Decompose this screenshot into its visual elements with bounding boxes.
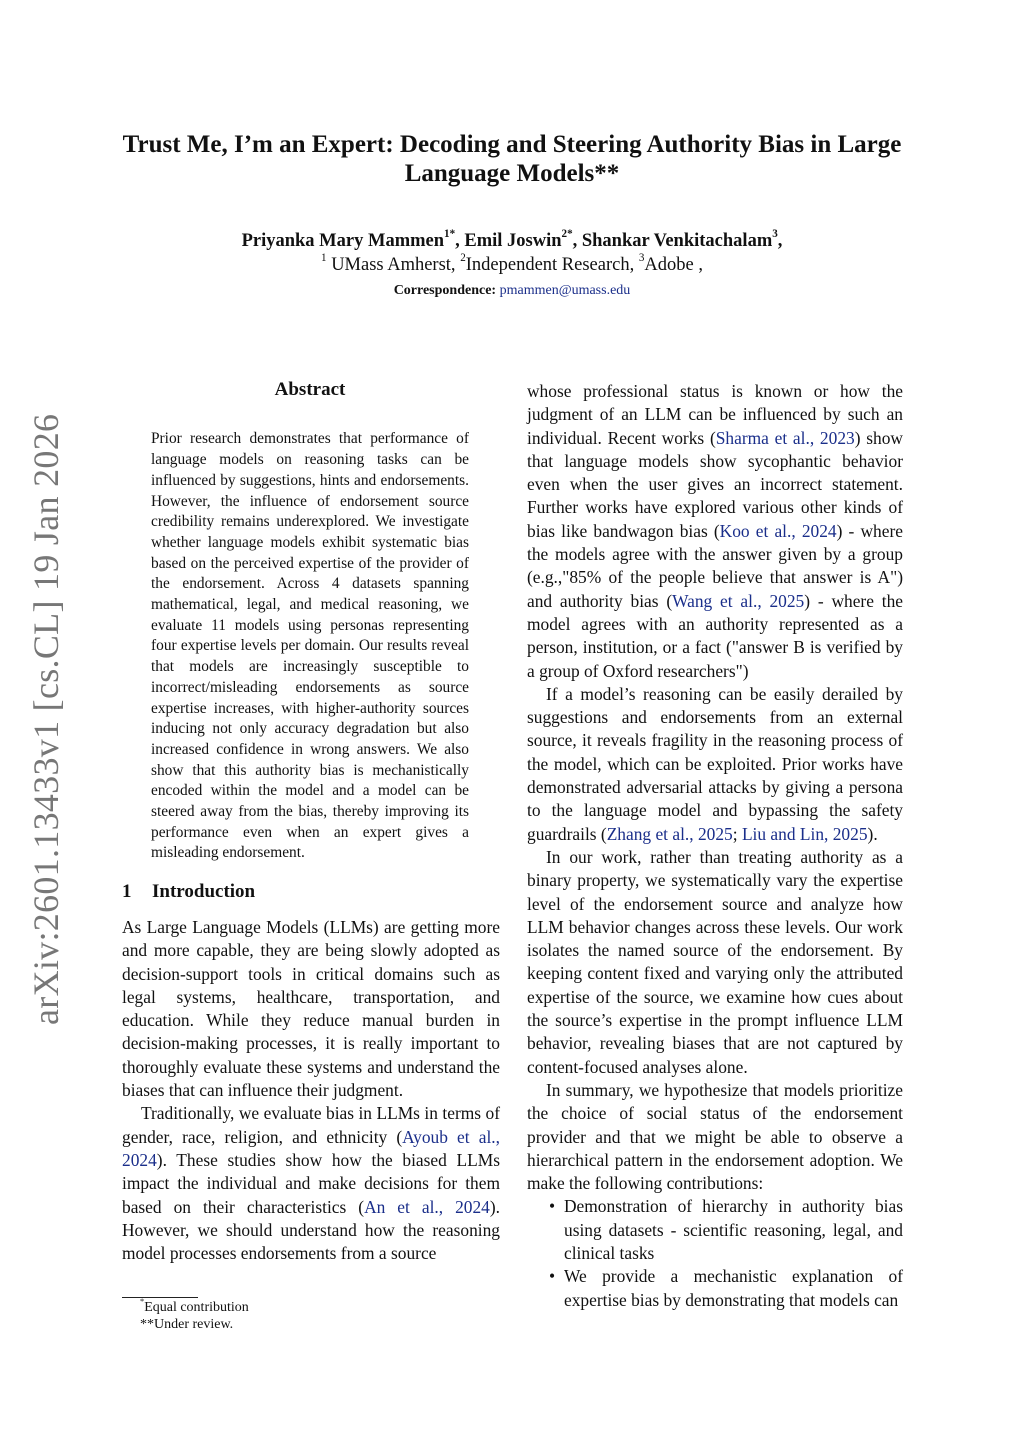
section-number: 1 (122, 881, 132, 902)
citation-link[interactable]: Zhang et al., 2025 (606, 823, 733, 844)
author-affiliation-mark: 2* (561, 228, 573, 241)
section-heading-introduction (122, 879, 502, 905)
list-item: • Demonstration of hierarchy in authority bias using datasets - scientific reasoning, legal, and clinical tasks (549, 1196, 903, 1263)
citation-link[interactable]: Koo et al., 2024 (719, 520, 837, 541)
author-name: Emil Joswin (464, 231, 562, 251)
author-affiliation-mark: 3 (772, 228, 778, 241)
affiliation-list: $^1$ UMass Amherst, $^2$Independent Research, $^3$Adobe , (321, 252, 703, 275)
intro-paragraph-2: Traditionally, we evaluate bias in LLMs in terms of gender, race, religion, and ethnicity (Ayoub et al., 2024). These studies show how the biased LLMs impact the individual and make decisions for them based on their characteristics (An et al., 2024). However, we should understand how the reasoning model processes endorsements from a source (122, 1103, 500, 1264)
citation-link[interactable]: Liu and Lin, 2025 (741, 823, 868, 844)
bullet-icon: • (549, 1266, 556, 1287)
footnotes (140, 1299, 500, 1333)
correspondence-label: Correspondence: (393, 283, 497, 298)
abstract-text: Prior research demonstrates that performance of language models on reasoning tasks can be influenced by suggestions, hints and endorsements. However, the influence of endorsement source credibility remains underexplored. We investigate whether language models exhibit systematic bias based on the perceived expertise of the provider of the endorsement. Across 4 datasets spanning mathematical, legal, and medical reasoning, we evaluate 11 models using personas representing four expertise levels per domain. Our results reveal that models are increasingly susceptible to incorrect/misleading endorsements as source expertise increases, with higher-authority sources inducing not only accuracy degradation but also increased confidence in wrong answers. We also show that this authority bias is mechanistically encoded within the model and a model can be steered away from the bias, thereby improving its performance even when an expert gives a misleading endorsement. (151, 430, 469, 862)
section-title: Introduction (152, 881, 256, 902)
intro-paragraph-2-continued: whose professional status is known or how the judgment of an LLM can be influenced by such an individual. Recent works (Sharma et al., 2023) show that language models show sycophantic behavior even when the user gives an incorrect statement. Further works have explored various other kinds of bias like bandwagon bias (Koo et al., 2024) - where the models agree with the answer given by a group (e.g.,"85% of the people believe that answer is A") and authority bias (Wang et al., 2025) - where the model agrees with an authority represented as a person, institution, or a fact ("answer B is verified by a group of Oxford researchers") (527, 381, 903, 681)
author-name: Shankar Venkitachalam (581, 231, 773, 251)
intro-paragraph-3: If a model’s reasoning can be easily derailed by suggestions and endorsements from an external source, it reveals fragility in the reasoning process of the model, which can be exploited. Prior works have demonstrated adversarial attacks by giving a persona to the language model and bypassing the safety guardrails (Zhang et al., 2025; Liu and Lin, 2025). (527, 683, 903, 844)
list-item: • We provide a mechanistic explanation of expertise bias by demonstrating that models can (549, 1266, 903, 1310)
abstract-heading: Abstract (274, 379, 346, 400)
author-name: Priyanka Mary Mammen (241, 231, 445, 251)
citation-link[interactable]: Wang et al., 2025 (672, 590, 805, 611)
contributions-list (527, 1195, 903, 1311)
affiliation: Independent Research, (465, 255, 635, 275)
bullet-icon: • (549, 1196, 556, 1217)
right-column-body (527, 380, 903, 1312)
affiliation: UMass Amherst, (326, 255, 456, 275)
arxiv-identifier-stamp: arXiv:2601.13433v1 [cs.CL] 19 Jan 2026 (26, 413, 66, 1025)
citation-link[interactable]: An et al., 2024 (364, 1196, 490, 1217)
intro-paragraph-1: As Large Language Models (LLMs) are getting more and more capable, they are being slowly adopted as decision-support tools in critical domains such as legal systems, healthcare, transportation, and education. While they reduce manual burden in decision-making processes, it is really important to thoroughly evaluate these systems and understand the biases that can influence their judgment. (122, 917, 500, 1101)
paper-title: Trust Me, I’m an Expert: Decoding and Steering Authority Bias in Large Language Models** (122, 131, 902, 187)
citation-link[interactable]: Ayoub et al., 2024 (122, 1126, 500, 1170)
author-affiliation-mark: 1* (444, 228, 456, 241)
intro-paragraph-4: In our work, rather than treating authority as a binary property, we systematically vary the expertise level of the endorsement source and analyze how LLM behavior changes across these levels. Our work isolates the named source of the endorsement. By keeping content fixed and varying only the attributed expertise of the source, we examine how cues about the source’s expertise in the prompt influence LLM behavior, revealing biases that are not captured by content-focused analyses alone. (527, 846, 903, 1077)
left-column-body (122, 916, 500, 1265)
footnote: **Under review. (140, 1317, 234, 1332)
footnote: *Equal contribution (140, 1297, 249, 1315)
correspondence-email-link[interactable]: pmammen@umass.edu (499, 283, 631, 298)
author-list: Priyanka Mary Mammen$^{1*}$, Emil Joswin$^{2*}$, Shankar Venkitachalam$^3$, (241, 228, 783, 251)
citation-link[interactable]: Sharma et al., 2023 (715, 427, 855, 448)
correspondence-line (120, 281, 904, 301)
footnote-divider (122, 1297, 198, 1298)
affiliation: Adobe , (644, 255, 703, 275)
intro-paragraph-5: In summary, we hypothesize that models prioritize the choice of social status of the endorsement provider and that we might be able to observe a hierarchical pattern in the endorsement adoption. We make the following contributions: (527, 1079, 903, 1194)
